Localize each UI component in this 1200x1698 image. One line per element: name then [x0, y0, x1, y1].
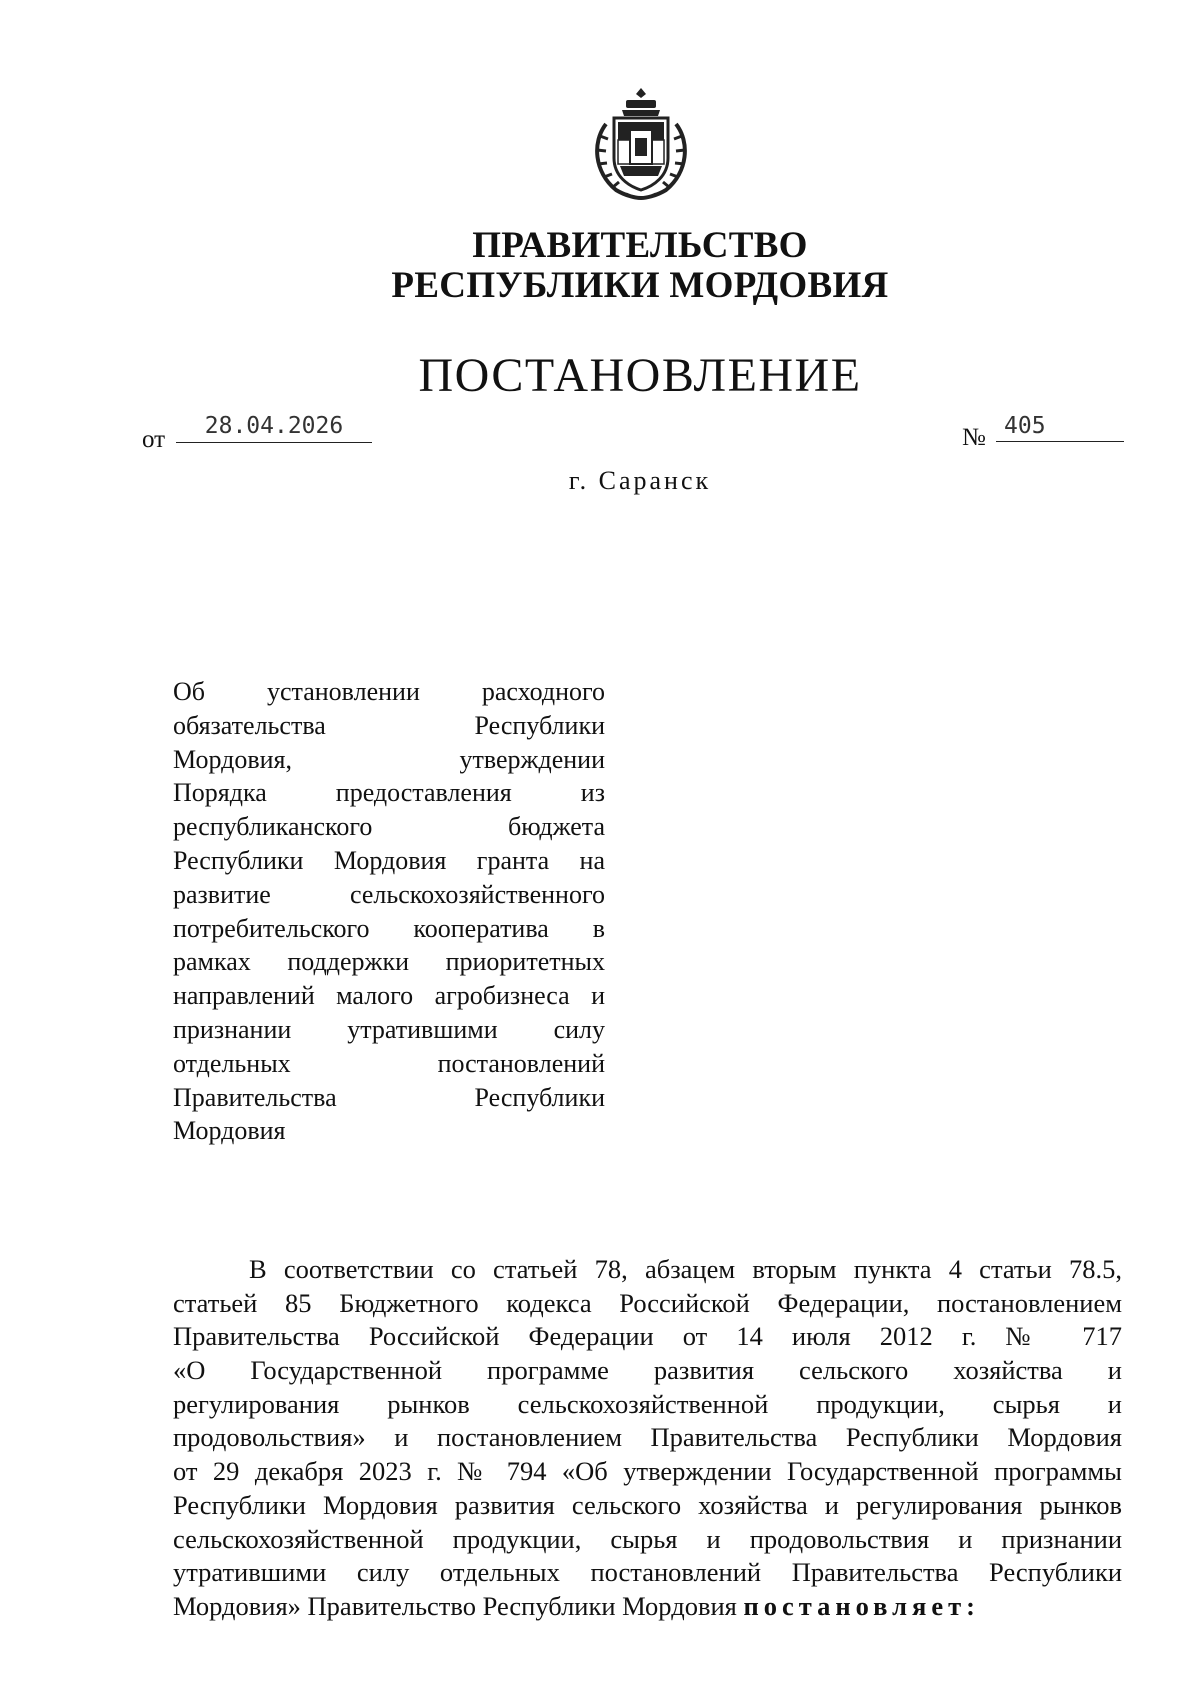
document-number: 405	[996, 412, 1124, 442]
number-prefix: №	[962, 424, 986, 451]
decree-word: постановляет:	[743, 1590, 980, 1621]
government-title-line1: ПРАВИТЕЛЬСТВО	[472, 225, 808, 266]
body-line: утратившими силу отдельных постановлений Правительства Республики	[173, 1557, 1122, 1588]
document-subject	[173, 675, 605, 1148]
subject-line: направлений малого агробизнеса и	[173, 981, 605, 1011]
subject-line: Порядка предоставления из	[173, 778, 605, 808]
subject-line: признании утратившими силу	[173, 1014, 605, 1044]
subject-line: республиканского бюджета	[173, 812, 605, 842]
body-line: «О Государственной программе развития сельского хозяйства и	[173, 1355, 1122, 1386]
document-body	[173, 1253, 1122, 1624]
document-date: 28.04.2026	[176, 412, 372, 443]
body-line: регулирования рынков сельскохозяйственной продукции, сырья и	[173, 1388, 1122, 1419]
subject-line: обязательства Республики	[173, 710, 605, 740]
document-city: г. Саранск	[568, 466, 712, 495]
subject-line: Республики Мордовия гранта на	[173, 845, 605, 875]
body-line: статьей 85 Бюджетного кодекса Российской Федерации, постановлением	[173, 1287, 1122, 1318]
subject-line: Мордовия	[173, 1116, 286, 1146]
subject-line: Правительства Республики	[173, 1082, 605, 1112]
body-last-line	[173, 1590, 1122, 1624]
subject-line: отдельных постановлений	[173, 1048, 605, 1078]
document-type: ПОСТАНОВЛЕНИЕ	[418, 349, 862, 402]
subject-line: развитие сельскохозяйственного	[173, 879, 605, 909]
body-last-line-text: Мордовия» Правительство Республики Мордовия	[173, 1590, 737, 1621]
coat-of-arms-icon	[586, 86, 696, 206]
subject-line: потребительского кооператива в	[173, 913, 605, 943]
subject-line: рамках поддержки приоритетных	[173, 947, 605, 977]
subject-line: Об установлении расходного	[173, 677, 605, 706]
government-title-line2: РЕСПУБЛИКИ МОРДОВИЯ	[391, 265, 889, 306]
body-line: В соответствии со статьей 78, абзацем вторым пункта 4 статьи 78.5,	[249, 1254, 1122, 1284]
body-line: Республики Мордовия развития сельского хозяйства и регулирования рынков	[173, 1489, 1122, 1520]
body-line: сельскохозяйственной продукции, сырья и продовольствия и признании	[173, 1523, 1122, 1554]
body-line: Правительства Российской Федерации от 14 июля 2012 г. № 717	[173, 1321, 1122, 1352]
subject-line: Мордовия, утверждении	[173, 744, 605, 774]
date-prefix: от	[142, 426, 166, 453]
body-line: от 29 декабря 2023 г. № 794 «Об утверждении Государственной программы	[173, 1456, 1122, 1487]
body-line: продовольствия» и постановлением Правительства Республики Мордовия	[173, 1422, 1122, 1453]
